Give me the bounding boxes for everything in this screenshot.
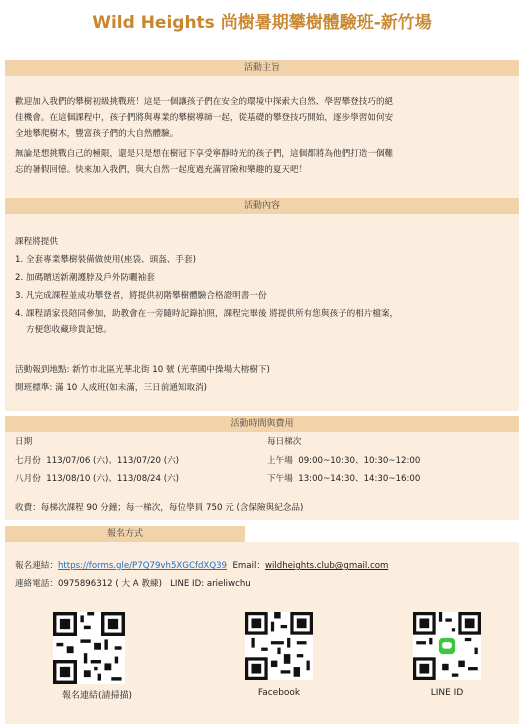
qr-caption-registration: 報名連結(請掃描) <box>61 691 133 701</box>
qr-caption-facebook: Facebook <box>257 688 301 698</box>
content-item: 1. 全套專業攀樹裝備做使用(座袋、頭盔、手套) <box>15 255 196 265</box>
section-schedule <box>5 432 519 520</box>
page-title: Wild Heights 尚樹暑期攀樹體驗班-新竹場 <box>92 13 432 33</box>
purpose-line: 歡迎加入我們的攀樹初級挑戰班！這是一個讓孩子們在安全的環境中探索大自然、學習攀登技巧的絕 <box>15 97 394 107</box>
location-text: 活動報到地點: 新竹市北區光華北街 10 號 (光華國中操場大榕樹下) <box>15 365 270 375</box>
standard-text: 開班標準: 滿 10 人成班(如未滿，三日前通知取消) <box>15 383 208 393</box>
phone-text: 連絡電話：0975896312 ( 大 A 教練) LINE ID: arieliwchu <box>15 579 251 589</box>
registration-qr-icon[interactable] <box>53 612 125 684</box>
email-link[interactable]: wildheights.club@gmail.com <box>264 561 389 571</box>
purpose-line: 全地攀爬樹木，豐富孩子們的大自然體驗。 <box>15 129 179 139</box>
registration-link[interactable]: https://forms.gle/P7Q79vh5XGCfdXQ39 <box>57 561 228 571</box>
purpose-line: 忘的暑假回憶。快來加入我們，與大自然一起度過充滿冒險和樂趣的夏天吧！ <box>15 165 308 175</box>
section-purpose <box>5 76 519 198</box>
content-item: 2. 加碼贈送新潮護脖及戶外防曬袖套 <box>15 273 155 283</box>
content-intro: 課程將提供 <box>15 237 58 247</box>
session-label: 每日梯次 <box>267 437 302 447</box>
fee-text: 收費：每梯次課程 90 分鐘；每一梯次，每位學員 750 元 (含保險與紀念品) <box>15 503 304 513</box>
facebook-qr-icon[interactable] <box>245 612 313 680</box>
morning-sessions: 上午場 09:00~10:30、10:30~12:00 <box>267 456 421 466</box>
content-item: 4. 課程請家長陪同參加，助教會在一旁隨時記錄拍照，課程完畢後 將提供所有您與孩子的相片檔案， <box>15 309 399 319</box>
date-label: 日期 <box>15 437 33 447</box>
august-dates: 八月份 113/08/10 (六)、113/08/24 (六) <box>15 474 180 484</box>
purpose-line: 無論是想挑戰自己的極限，還是只是想在樹冠下享受寧靜時光的孩子們，這個都將為他們打造一個難 <box>15 149 394 159</box>
qr-caption-line: LINE ID <box>430 688 464 698</box>
link-label: 報名連結： <box>15 561 58 571</box>
afternoon-sessions: 下午場 13:00~14:30、14:30~16:00 <box>267 474 421 484</box>
section-header-content: 活動內容 <box>5 198 519 214</box>
section-header-schedule: 活動時間與費用 <box>5 416 519 432</box>
purpose-line: 佳機會。在這個課程中，孩子們將與專業的攀樹導師一起，從基礎的攀登技巧開始，逐步學習如何安 <box>15 113 394 123</box>
registration-line <box>15 558 388 574</box>
content-item: 方便您收藏珍貴記憶。 <box>15 325 112 335</box>
july-dates: 七月份 113/07/06 (六)、113/07/20 (六) <box>15 456 180 466</box>
section-registration <box>5 542 519 724</box>
section-content <box>5 214 519 411</box>
content-item: 3. 凡完成課程並成功攀登者，將提供初階攀樹體驗合格證明書一份 <box>15 291 267 301</box>
section-header-purpose: 活動主旨 <box>5 60 519 76</box>
email-label: Email： <box>232 561 265 571</box>
line-qr-icon[interactable] <box>413 612 481 680</box>
section-header-registration: 報名方式 <box>5 526 245 542</box>
